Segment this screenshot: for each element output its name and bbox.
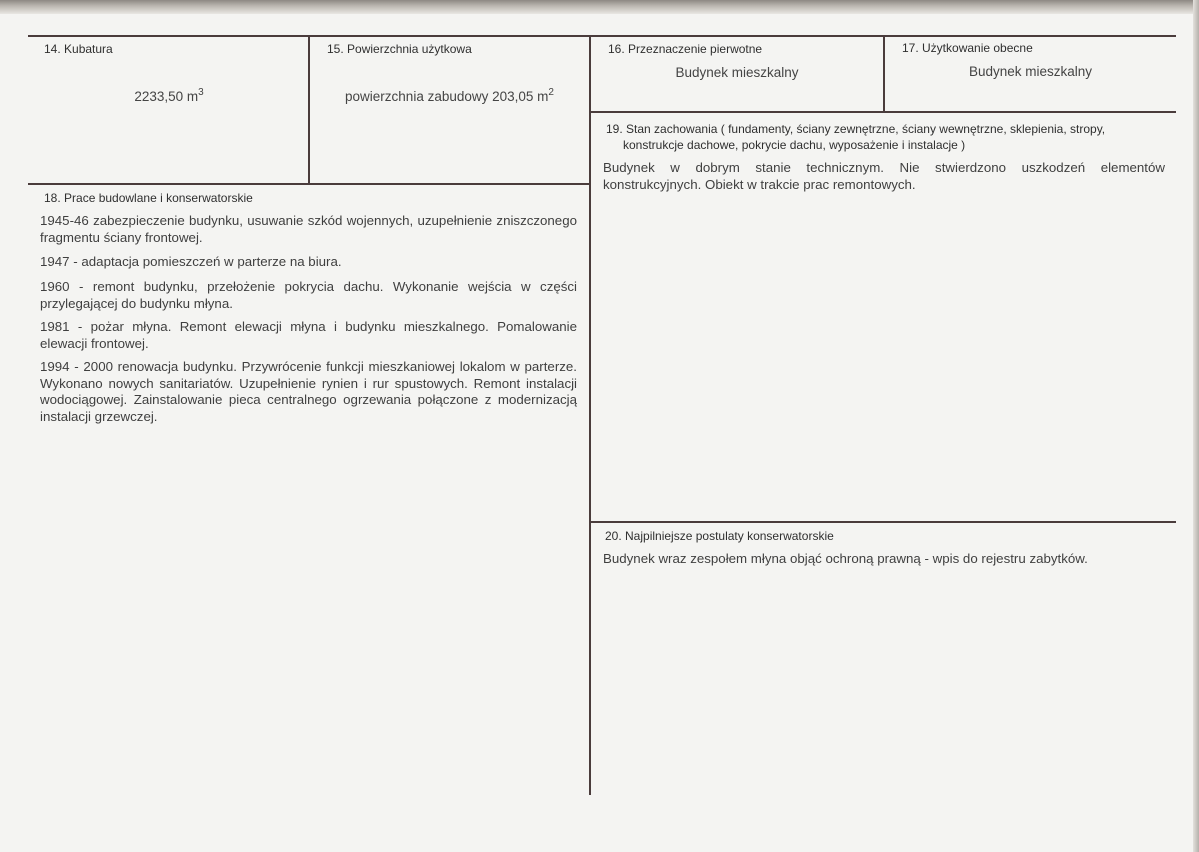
postulate-text: Budynek wraz zespołem młyna objąć ochroną prawną - wpis do rejestru zabytków.	[603, 551, 1088, 566]
field-label: 14. Kubatura	[44, 42, 113, 56]
unit-superscript: 3	[198, 87, 204, 98]
field-label-line2: konstrukcje dachowe, pokrycie dachu, wyposażenie i instalacje )	[623, 138, 966, 152]
rule-above-18	[28, 183, 591, 185]
field-value	[310, 89, 589, 104]
field-value: Budynek mieszkalny	[675, 65, 799, 80]
field-label: 16. Przeznaczenie pierwotne	[608, 42, 763, 56]
field-value	[30, 89, 308, 104]
volume-value: 2233,50 m	[134, 89, 199, 104]
paragraph-1960: 1960 - remont budynku, przełożenie pokrycia dachu. Wykonanie wejścia w części przylegającej do budynku młyna.	[40, 279, 577, 311]
rule-above-20	[591, 521, 1176, 523]
paper-top-edge	[0, 0, 1199, 14]
paragraph-1981: 1981 - pożar młyna. Remont elewacji młyna i budynku mieszkalnego. Pomalowanie elewacji frontowej.	[40, 319, 577, 351]
paragraph-1994: 1994 - 2000 renowacja budynku. Przywrócenie funkcji mieszkaniowej lokalom w parterze. Wykonano nowych sanitariatów. Uzupełnienie rynien i rur spustowych. Remont instalacji wodociągowej. Zainstalowanie pieca centralnego ogrzewania połączone z modernizacją instalacji grzewczej.	[40, 359, 577, 424]
rule-above-19	[591, 111, 1176, 113]
field-label: 20. Najpilniejsze postulaty konserwatorskie	[605, 529, 834, 543]
field-label: 17. Użytkowanie obecne	[902, 41, 1033, 55]
condition-text: Budynek w dobrym stanie technicznym. Nie stwierdzono uszkodzeń elementów konstrukcyjnych. Obiekt w trakcie prac remontowych.	[603, 160, 1165, 192]
field-label: 15. Powierzchnia użytkowa	[327, 42, 472, 56]
center-divider	[589, 35, 591, 795]
paragraph-1945: 1945-46 zabezpieczenie budynku, usuwanie szkód wojennych, uzupełnienie zniszczonego fragmentu ściany frontowej.	[40, 213, 577, 245]
divider-14-15	[308, 35, 310, 185]
field-label-line1: 19. Stan zachowania ( fundamenty, ściany zewnętrzne, ściany wewnętrzne, sklepienia, stropy,	[606, 122, 1106, 136]
top-rule	[28, 35, 1176, 37]
field-value: Budynek mieszkalny	[968, 64, 1093, 79]
paragraph-1947: 1947 - adaptacja pomieszczeń w parterze na biura.	[40, 254, 342, 269]
unit-superscript: 2	[548, 87, 554, 98]
paper-right-edge	[1193, 0, 1199, 852]
area-value: powierzchnia zabudowy 203,05 m	[345, 89, 549, 104]
field-label: 18. Prace budowlane i konserwatorskie	[44, 191, 253, 205]
